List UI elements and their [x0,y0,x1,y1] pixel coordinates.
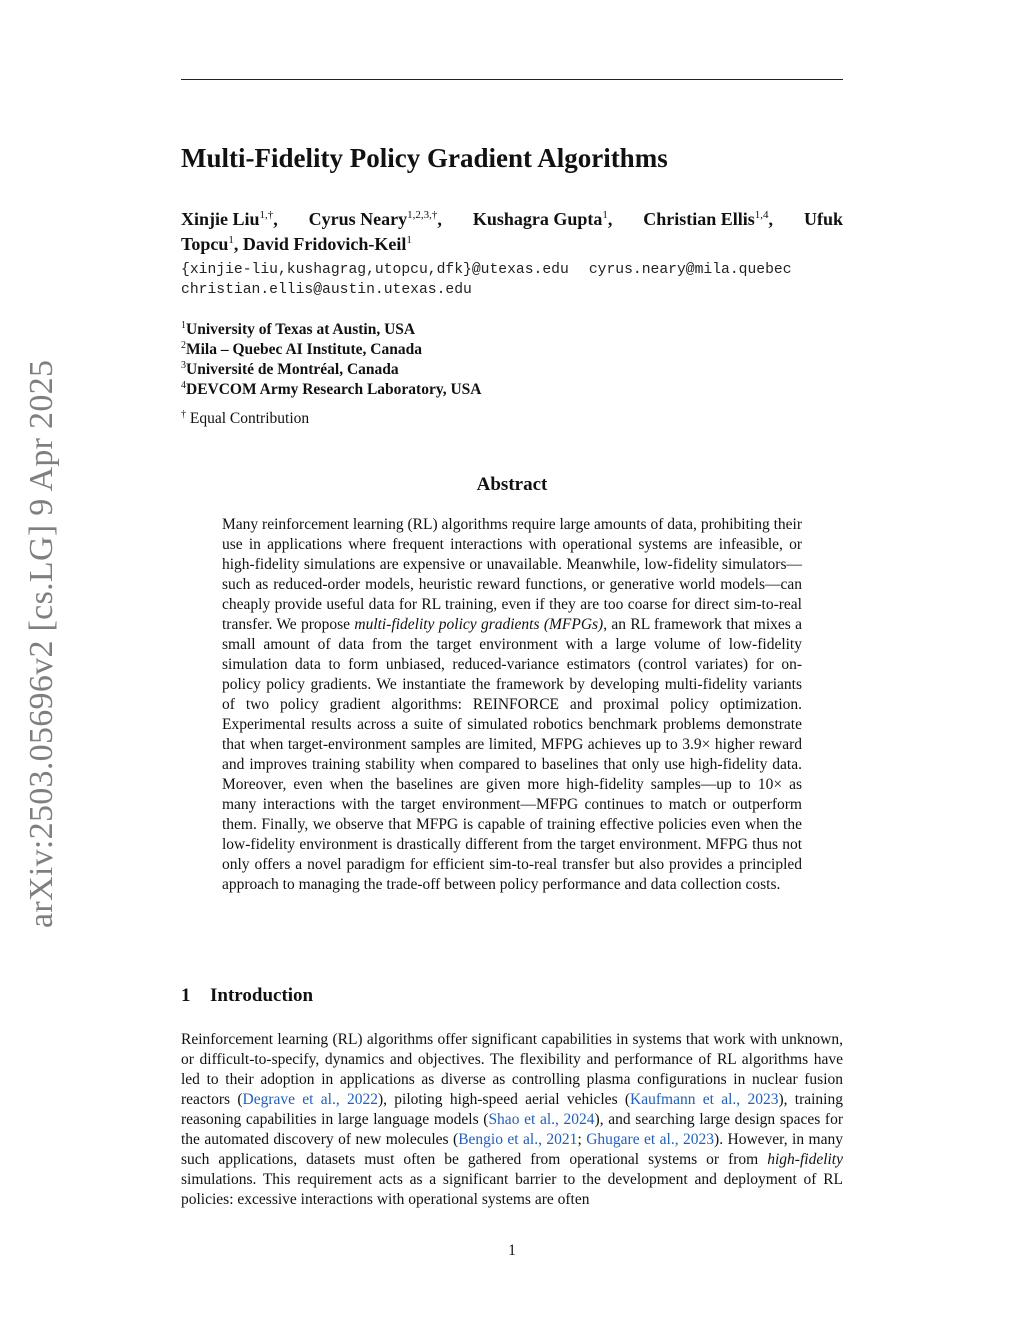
affiliation-item: $^4$DEVCOM Army Research Laboratory, USA [181,380,482,398]
section-number: 1 [181,985,191,1006]
affiliation-item: $^3$Université de Montréal, Canada [181,360,399,378]
introduction-body: Reinforcement learning (RL) algorithms offer significant capabilities in systems that work with unknown, or difficult-to-specify, dynamics and objectives. The flexibility and performance of RL algorithms have led to their adoption in applications as diverse as controlling plasma configurations in nuclear fusion reactors (Degrave et al., 2022), piloting high-speed aerial vehicles (Kaufmann et al., 2023), training reasoning capabilities in large language models (Shao et al., 2024), and searching large design spaces for the automated discovery of new molecules (Bengio et al., 2021; Ghugare et al., 2023). However, in many such applications, datasets must often be gathered from operational systems or from high-fidelity simulations. This requirement acts as a significant barrier to the development and deployment of RL policies: excessive interactions with operational systems are often [181,1031,843,1208]
paper-title: Multi-Fidelity Policy Gradient Algorithms [181,143,668,173]
affiliation-item: $^2$Mila – Quebec AI Institute, Canada [181,340,422,358]
top-rule [181,79,843,80]
author-emails [181,260,792,300]
citation-link[interactable]: Bengio et al., 2021 [458,1131,578,1148]
equal-contribution-note: † Equal Contribution [181,409,310,427]
affiliations [181,320,481,400]
email-neary: cyrus.neary@mila.quebec [588,262,792,278]
author: David Fridovich-Keil$^1$ [242,234,412,254]
introduction-heading [181,985,313,1007]
page-number: 1 [508,1242,516,1259]
author: Topcu$^1$, [181,234,239,254]
author: Kushagra Gupta$^1$, [472,209,613,229]
citation-link[interactable]: Kaufmann et al., 2023 [630,1091,779,1108]
author: Christian Ellis$^{1,4}$, [643,209,774,229]
abstract-body: Many reinforcement learning (RL) algorithms require large amounts of data, prohibiting their use in applications where frequent interactions with operational systems are infeasible, or high-fidelity simulations are expensive or unavailable. Meanwhile, low-fidelity simulators—such as reduced-order models, heuristic reward functions, or generative world models—can cheaply provide useful data for RL training, even if they are too coarse for direct sim-to-real transfer. We propose multi-fidelity policy gradients (MFPGs), an RL framework that mixes a small amount of data from the target environment with a large volume of low-fidelity simulation data to form unbiased, reduced-variance estimators (control variates) for on-policy policy gradients. We instantiate the framework by developing multi-fidelity variants of two policy gradient algorithms: REINFORCE and proximal policy optimization. Experimental results across a suite of simulated robotics benchmark problems demonstrate that when target-environment samples are limited, MFPG achieves up to 3.9× higher reward and improves training stability when compared to baselines that only use high-fidelity data. Moreover, even when the baselines are given more high-fidelity samples—up to 10× as many interactions with the target environment—MFPG continues to match or outperform them. Finally, we observe that MFPG is capable of training effective policies even when the low-fidelity environment is drastically different from the target environment. MFPG thus not only offers a novel paradigm for efficient sim-to-real transfer but also provides a principled approach to managing the trade-off between policy performance and data collection costs. [222,516,802,893]
author-list [181,207,843,257]
affiliation-item: $^1$University of Texas at Austin, USA [181,320,416,338]
abstract-heading: Abstract [476,474,548,495]
section-title: Introduction [210,985,314,1006]
author: Ufuk [803,209,843,229]
email-group: {xinjie-liu,kushagrag,utopcu,dfk}@utexas.edu [181,262,569,278]
author: Xinjie Liu$^{1,\dagger}$, [181,209,278,229]
author: Cyrus Neary$^{1,2,3,\dagger}$, [308,209,442,229]
author-line-2 [181,232,843,257]
citation-link[interactable]: Shao et al., 2024 [488,1111,595,1128]
author-line-1 [181,207,843,232]
citation-link[interactable]: Ghugare et al., 2023 [586,1131,715,1148]
citation-link[interactable]: Degrave et al., 2022 [242,1091,378,1108]
email-ellis: christian.ellis@austin.utexas.edu [181,282,472,298]
arxiv-identifier: arXiv:2503.05696v2 [cs.LG] 9 Apr 2025 [23,359,60,928]
